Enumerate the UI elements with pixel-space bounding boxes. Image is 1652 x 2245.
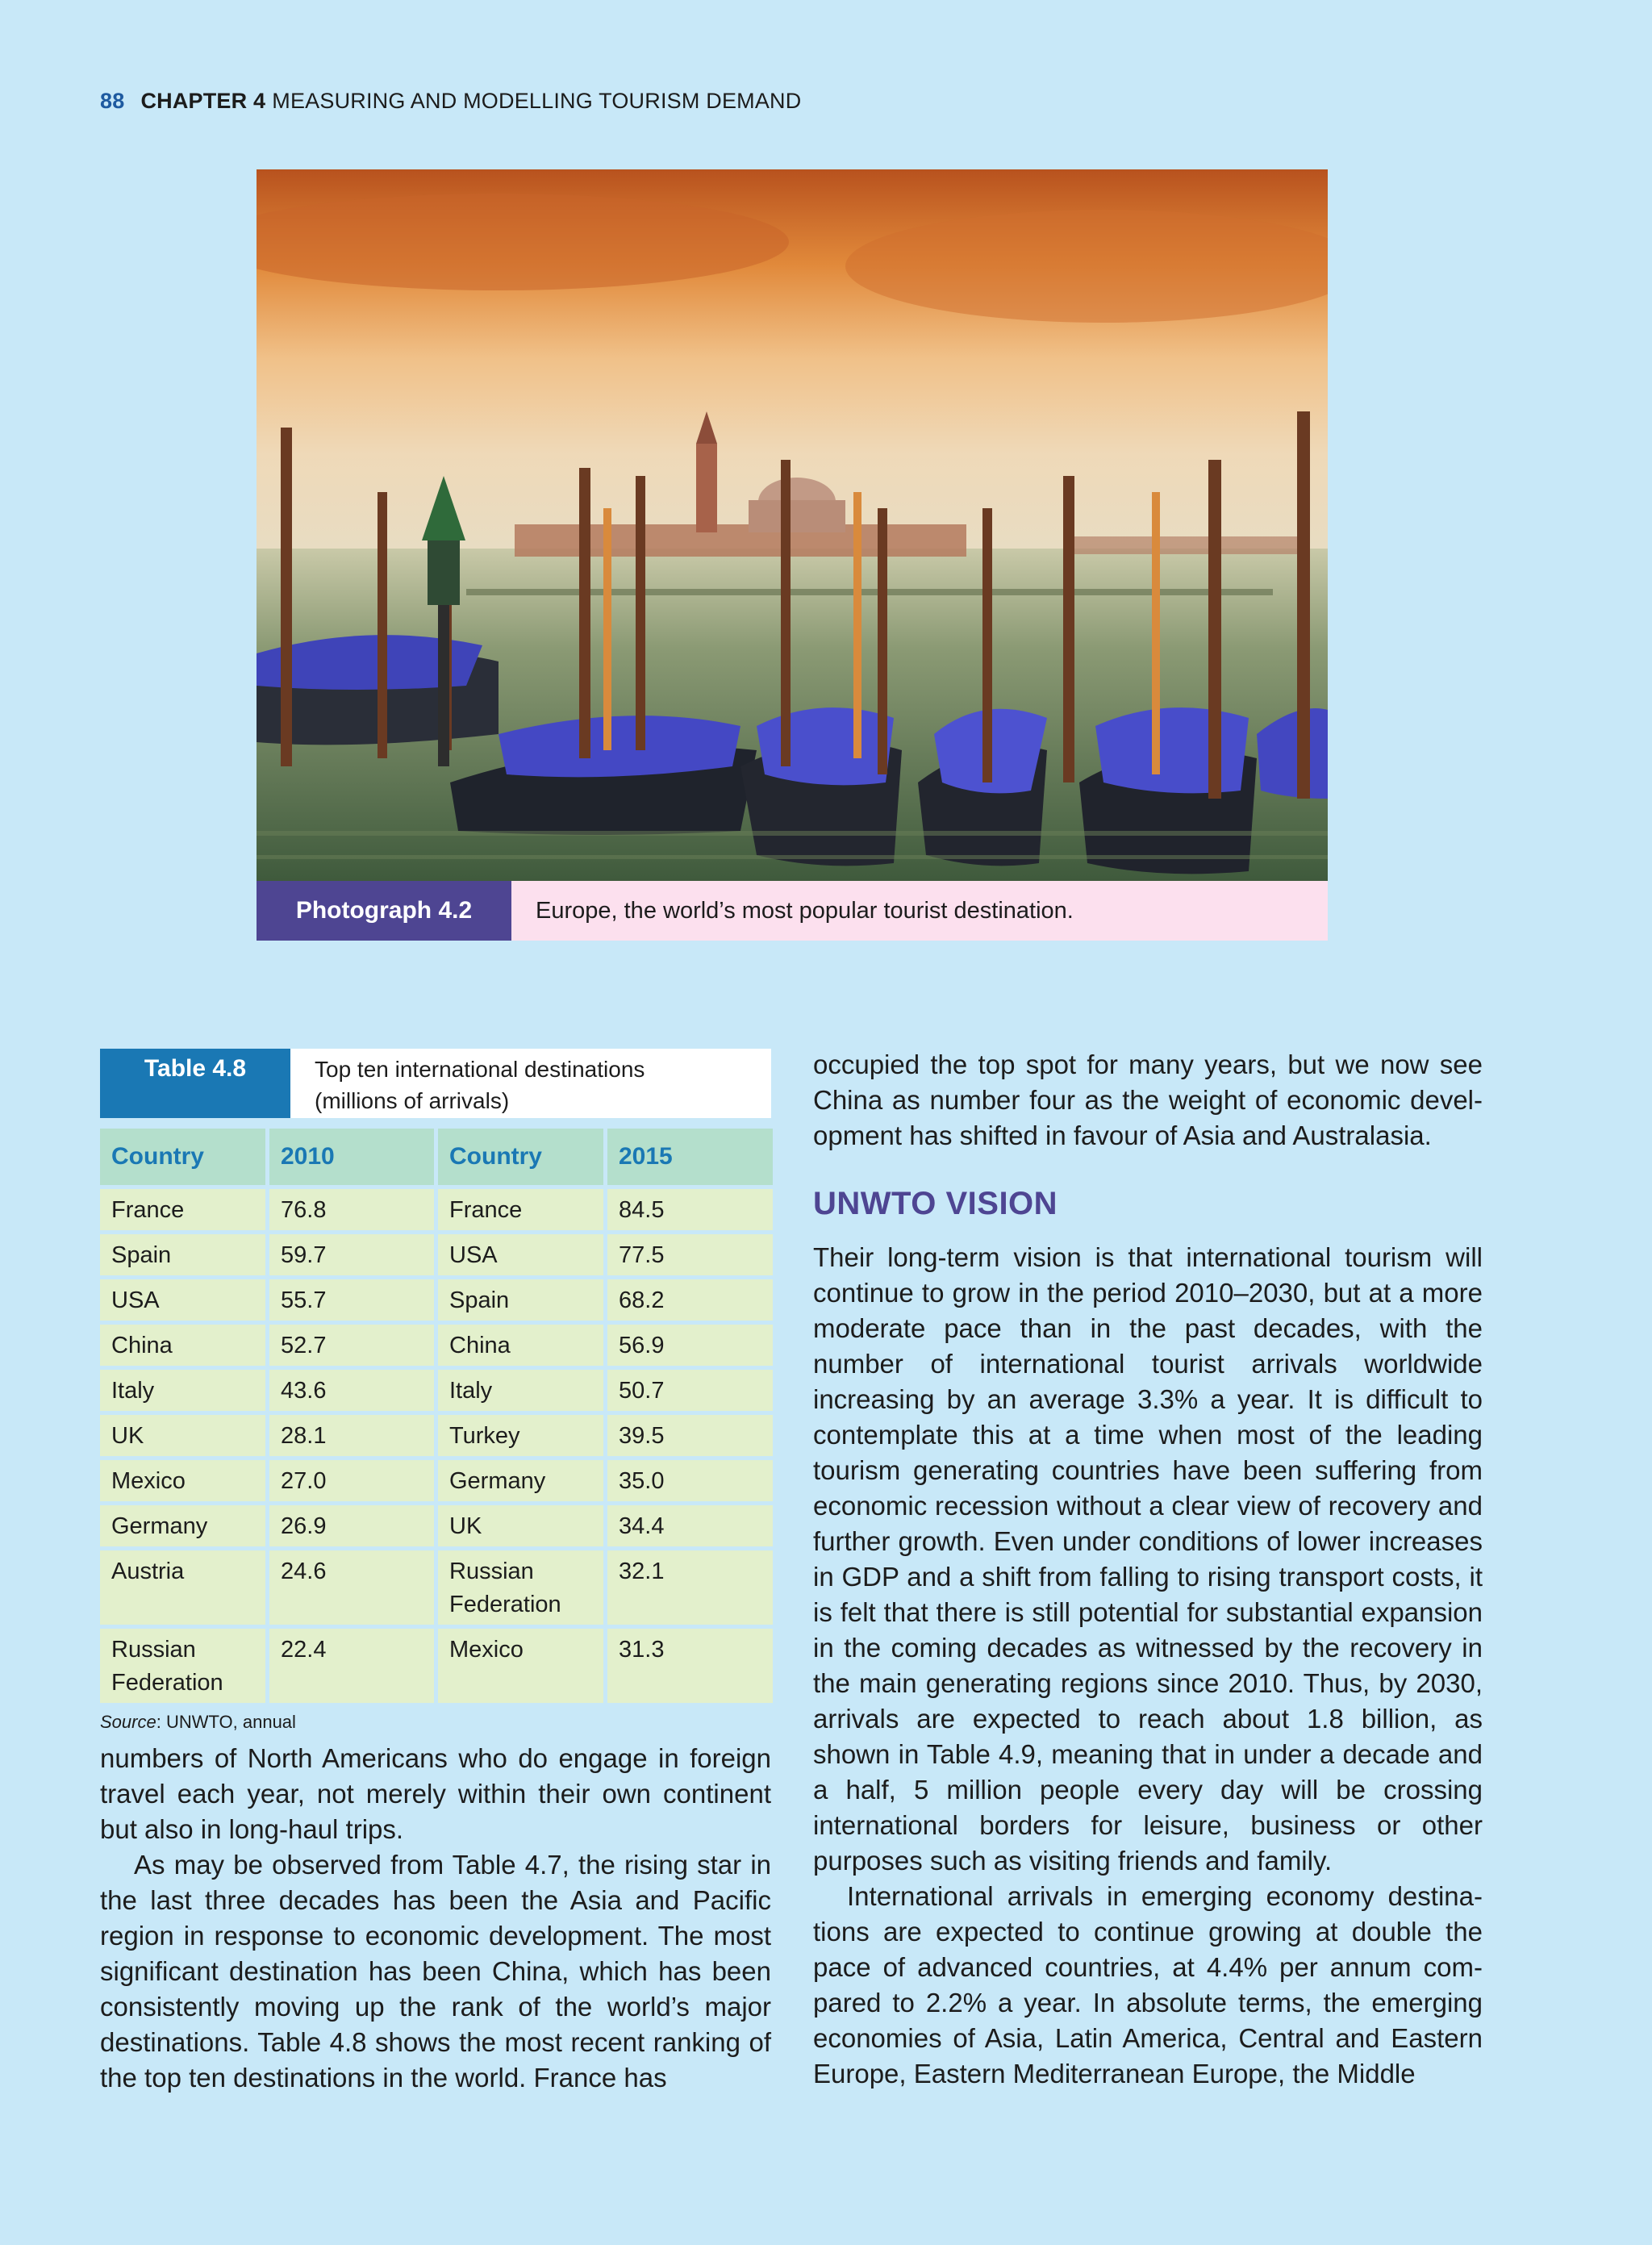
- table-cell: Spain: [100, 1234, 265, 1275]
- table-cell: USA: [438, 1234, 603, 1275]
- table-cell: 27.0: [269, 1460, 434, 1501]
- page-number: 88: [100, 89, 125, 113]
- chapter-label: CHAPTER 4: [140, 89, 266, 113]
- table-cell: Germany: [100, 1505, 265, 1546]
- table-cell: Russian Federation: [438, 1550, 603, 1625]
- table-cell: 31.3: [607, 1629, 773, 1703]
- table-cell: 22.4: [269, 1629, 434, 1703]
- source-text: : UNWTO, annual: [156, 1712, 296, 1732]
- paragraph: occupied the top spot for many years, but we now see China as number four as the weight of economic development has shifted in favour of Asia and Australasia.: [813, 1049, 1483, 1150]
- table-cell: France: [100, 1189, 265, 1230]
- chapter-title: MEASURING AND MODELLING TOURISM DEMAND: [272, 89, 802, 113]
- venice-gondolas-photo: [257, 169, 1328, 881]
- table-cell: 39.5: [607, 1415, 773, 1456]
- source-label: Source: [100, 1712, 156, 1732]
- table-cell: 68.2: [607, 1279, 773, 1321]
- table-cell: 56.9: [607, 1325, 773, 1366]
- table-row: [100, 1234, 773, 1275]
- section-heading: UNWTO VISION: [813, 1186, 1058, 1221]
- table-heading: [100, 1049, 771, 1118]
- table-title: [290, 1049, 771, 1118]
- table-cell: Austria: [100, 1550, 265, 1625]
- caption-text: Europe, the world’s most popular tourist destination.: [511, 881, 1328, 941]
- table-cell: 84.5: [607, 1189, 773, 1230]
- right-column-text: [813, 1047, 1483, 2092]
- column-header: Country: [438, 1129, 603, 1185]
- table-row: [100, 1550, 773, 1625]
- table-cell: 35.0: [607, 1460, 773, 1501]
- table-cell: 32.1: [607, 1550, 773, 1625]
- table-cell: Germany: [438, 1460, 603, 1501]
- caption-label: Photograph 4.2: [257, 881, 511, 941]
- paragraph: International arrivals in emerging economy destinations are expected to continue growing at double the pace of advanced countries, at 4.4% per annum compared to 2.2% a year. In absolute terms, the emerging economies of Asia, Latin America, Central and Eastern Europe, Eastern Mediterranean Europe, the Middle: [813, 1881, 1483, 2089]
- photo-caption: [257, 881, 1328, 941]
- table-cell: Russian Federation: [100, 1629, 265, 1703]
- column-header: 2015: [607, 1129, 773, 1185]
- table-cell: UK: [438, 1505, 603, 1546]
- table-row: [100, 1415, 773, 1456]
- table-row: [100, 1370, 773, 1411]
- table-row: [100, 1325, 773, 1366]
- table-cell: 55.7: [269, 1279, 434, 1321]
- table-cell: 43.6: [269, 1370, 434, 1411]
- table-cell: 52.7: [269, 1325, 434, 1366]
- table-cell: 76.8: [269, 1189, 434, 1230]
- table-cell: UK: [100, 1415, 265, 1456]
- table-cell: China: [438, 1325, 603, 1366]
- table-cell: 50.7: [607, 1370, 773, 1411]
- table-row: [100, 1279, 773, 1321]
- table-title-line2: (millions of arrivals): [315, 1088, 510, 1113]
- paragraph: numbers of North Americans who do engage in foreign travel each year, not merely within their own continent but also in long-haul trips.: [100, 1743, 771, 1844]
- table-cell: Italy: [100, 1370, 265, 1411]
- table-cell: Spain: [438, 1279, 603, 1321]
- table-row: [100, 1189, 773, 1230]
- table-cell: 59.7: [269, 1234, 434, 1275]
- destinations-table: [100, 1049, 771, 1733]
- table-row: [100, 1460, 773, 1501]
- table-title-line1: Top ten international destinations: [315, 1057, 645, 1082]
- table-cell: 77.5: [607, 1234, 773, 1275]
- table-header-row: [100, 1129, 773, 1185]
- table-cell: France: [438, 1189, 603, 1230]
- table-cell: Turkey: [438, 1415, 603, 1456]
- table-cell: Mexico: [100, 1460, 265, 1501]
- table-label: Table 4.8: [100, 1049, 290, 1118]
- table-cell: 34.4: [607, 1505, 773, 1546]
- left-column-text: [100, 1741, 771, 2096]
- running-header: [100, 89, 801, 114]
- column-header: Country: [100, 1129, 265, 1185]
- paragraph: Their long-term vision is that international tourism will continue to grow in the period 2010–2030, but at a more moderate pace than in the past decades, with the number of international tourist arrivals worldwide increasing by an average 3.3% a year. It is difficult to contemplate this at a time when most of the leading tourism generating countries have been suffering from economic recession without a clear view of recovery and further growth. Even under conditions of lower increases in GDP and a shift from falling to rising transport costs, it is felt that there is still potential for substantial expansion in the coming decades as witnessed by the recovery in the main generating regions since 2010. Thus, by 2030, arrivals are expected to reach about 1.8 billion, as shown in Table 4.9, meaning that in under a decade and a half, 5 million people every day will be crossing international borders for leisure, business or other purposes such as visiting friends and family.: [813, 1242, 1483, 1876]
- table-cell: USA: [100, 1279, 265, 1321]
- column-header: 2010: [269, 1129, 434, 1185]
- table-cell: Mexico: [438, 1629, 603, 1703]
- table-row: [100, 1629, 773, 1703]
- table-cell: Italy: [438, 1370, 603, 1411]
- table-cell: China: [100, 1325, 265, 1366]
- table-cell: 26.9: [269, 1505, 434, 1546]
- table-cell: 28.1: [269, 1415, 434, 1456]
- paragraph: As may be observed from Table 4.7, the rising star in the last three decades has been the Asia and Pacific region in response to economic development. The most significant destination has been China, which has been consistently moving up the rank of the world’s major destinations. Table 4.8 shows the most recent ranking of the top ten destinations in the world. France has: [100, 1850, 771, 2093]
- table-source: [100, 1712, 771, 1733]
- data-table: [96, 1125, 777, 1707]
- table-row: [100, 1505, 773, 1546]
- table-cell: 24.6: [269, 1550, 434, 1625]
